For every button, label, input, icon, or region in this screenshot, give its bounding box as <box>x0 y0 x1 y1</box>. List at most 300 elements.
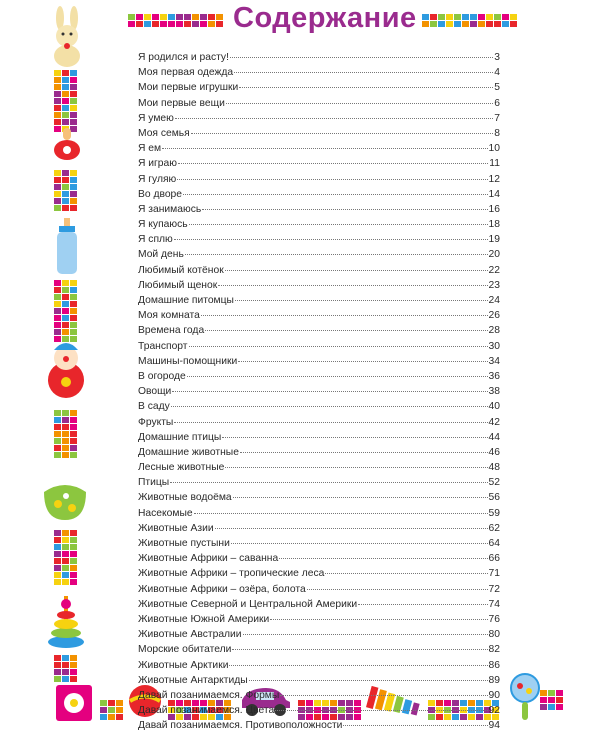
decor-square <box>152 21 159 27</box>
toc-entry-title: Машины-помощники <box>138 355 238 367</box>
decor-square <box>54 308 61 314</box>
dot-leader <box>225 270 488 271</box>
decor-square <box>54 417 61 423</box>
decor-square <box>70 530 77 536</box>
toc-entry-title: Животные Азии <box>138 522 214 534</box>
decor-square <box>54 410 61 416</box>
decor-square <box>62 551 69 557</box>
left-squares-1 <box>54 70 78 132</box>
toc-entry[interactable] <box>138 417 500 432</box>
decor-square <box>62 424 69 430</box>
dot-leader <box>205 330 487 331</box>
toc-entry-title: Моя первая одежда <box>138 67 234 79</box>
decor-square <box>128 21 135 27</box>
table-of-contents <box>138 52 500 735</box>
toc-entry-page: 62 <box>488 522 500 534</box>
decor-square <box>54 530 61 536</box>
toc-entry-page: 26 <box>488 310 500 322</box>
decor-square <box>62 84 69 90</box>
toc-entry-page: 72 <box>488 583 500 595</box>
toc-entry-title: Я гуляю <box>138 173 177 185</box>
decor-square <box>54 77 61 83</box>
left-squares-4 <box>54 410 78 458</box>
decor-square <box>70 198 77 204</box>
dot-leader <box>229 665 487 666</box>
toc-entry-title: Я ем <box>138 143 162 155</box>
toc-entry[interactable] <box>138 295 500 310</box>
decor-square <box>192 14 199 20</box>
toc-entry[interactable] <box>138 660 500 675</box>
decor-square <box>62 431 69 437</box>
decor-square <box>62 105 69 111</box>
dot-leader <box>358 604 487 605</box>
decor-square <box>192 21 199 27</box>
toc-entry[interactable] <box>138 325 500 340</box>
decor-square <box>70 105 77 111</box>
toc-entry[interactable] <box>138 356 500 371</box>
toc-entry[interactable] <box>138 189 500 204</box>
toc-entry-page: 6 <box>494 97 500 109</box>
dot-leader <box>189 346 488 347</box>
toc-entry-title: Морские обитатели <box>138 644 232 656</box>
decor-square <box>70 112 77 118</box>
decor-square <box>70 662 77 668</box>
decor-square <box>108 700 115 706</box>
toc-entry[interactable] <box>138 67 500 82</box>
decor-square <box>54 84 61 90</box>
toc-entry[interactable] <box>138 158 500 173</box>
decor-square <box>54 301 61 307</box>
decor-square <box>70 98 77 104</box>
decor-square <box>548 704 555 710</box>
toc-entry-page: 48 <box>488 462 500 474</box>
toc-entry[interactable] <box>138 432 500 447</box>
decor-square <box>160 21 167 27</box>
decor-square <box>70 655 77 661</box>
dot-leader <box>185 254 488 255</box>
decor-square <box>70 191 77 197</box>
dot-leader <box>325 573 487 574</box>
toc-entry-page: 23 <box>488 279 500 291</box>
decor-square <box>462 14 469 20</box>
dot-leader <box>231 543 488 544</box>
baby-bottle-icon <box>54 218 80 274</box>
decor-square <box>70 70 77 76</box>
toc-entry[interactable] <box>138 599 500 614</box>
bottom-squares-1 <box>100 700 124 720</box>
toc-entry[interactable] <box>138 310 500 325</box>
toc-entry-title: Мой день <box>138 249 184 261</box>
left-squares-5 <box>54 530 78 585</box>
decor-square <box>116 700 123 706</box>
dot-leader <box>270 619 487 620</box>
decor-square <box>454 14 461 20</box>
dot-leader <box>279 558 487 559</box>
decor-square <box>100 700 107 706</box>
decor-square <box>70 77 77 83</box>
toc-entry-title: Фрукты <box>138 416 174 428</box>
decor-square <box>54 177 61 183</box>
decor-square <box>62 294 69 300</box>
bottom-squares-5 <box>540 690 564 710</box>
decor-square <box>70 579 77 585</box>
decor-square <box>438 21 445 27</box>
toc-entry-page: 82 <box>488 644 500 656</box>
toc-entry-page: 90 <box>488 689 500 701</box>
decor-square <box>54 662 61 668</box>
decor-square <box>62 112 69 118</box>
toc-entry-title: Моя комната <box>138 310 200 322</box>
toc-entry[interactable] <box>138 128 500 143</box>
decor-square <box>430 21 437 27</box>
decor-square <box>70 417 77 423</box>
toc-entry[interactable] <box>138 386 500 401</box>
toc-entry[interactable] <box>138 143 500 158</box>
decor-square <box>54 452 61 458</box>
decor-square <box>62 77 69 83</box>
decor-square <box>54 205 61 211</box>
toc-entry[interactable] <box>138 614 500 629</box>
decor-square <box>216 21 223 27</box>
toc-entry[interactable] <box>138 371 500 386</box>
decor-square <box>54 294 61 300</box>
decor-square <box>160 14 167 20</box>
decor-square <box>54 676 61 682</box>
decor-square <box>54 198 61 204</box>
toc-entry-title: Я купаюсь <box>138 219 188 231</box>
decor-square <box>70 669 77 675</box>
decor-square <box>144 21 151 27</box>
decor-square <box>62 119 69 125</box>
dot-leader <box>174 239 488 240</box>
pacifier-icon <box>52 128 82 166</box>
toc-entry-page: 56 <box>488 492 500 504</box>
decor-square <box>70 424 77 430</box>
decor-square <box>70 551 77 557</box>
decor-square <box>62 417 69 423</box>
toc-entry[interactable] <box>138 341 500 356</box>
toc-entry-title: Мои первые вещи <box>138 97 225 109</box>
decor-square <box>54 329 61 335</box>
decor-square <box>62 452 69 458</box>
dot-leader <box>243 634 488 635</box>
decor-square <box>422 21 429 27</box>
decor-square <box>184 14 191 20</box>
toc-entry-page: 30 <box>488 340 500 352</box>
decor-square <box>62 572 69 578</box>
toc-entry-page: 4 <box>494 67 500 79</box>
toc-entry[interactable] <box>138 234 500 249</box>
decor-square <box>62 676 69 682</box>
toc-entry-page: 38 <box>488 386 500 398</box>
toc-entry-page: 40 <box>488 401 500 413</box>
decor-square <box>454 21 461 27</box>
toc-entry-page: 80 <box>488 629 500 641</box>
toc-entry-page: 11 <box>489 158 500 170</box>
decor-square <box>136 21 143 27</box>
decor-square <box>100 707 107 713</box>
toc-entry[interactable] <box>138 265 500 280</box>
toc-entry-title: Животные водоёма <box>138 492 232 504</box>
toc-entry[interactable] <box>138 538 500 553</box>
decor-square <box>70 294 77 300</box>
toc-entry[interactable] <box>138 249 500 264</box>
toc-entry-page: 71 <box>488 568 500 580</box>
dot-leader <box>202 209 487 210</box>
toc-entry-title: Я сплю <box>138 234 173 246</box>
decor-square <box>70 544 77 550</box>
decor-square <box>62 438 69 444</box>
decor-square <box>70 329 77 335</box>
decor-square <box>62 537 69 543</box>
toc-entry[interactable] <box>138 705 500 720</box>
decor-square <box>70 431 77 437</box>
toc-entry-title: Мои первые игрушки <box>138 82 239 94</box>
toc-entry-page: 89 <box>488 674 500 686</box>
decor-square <box>62 70 69 76</box>
dot-leader <box>183 194 488 195</box>
toc-entry-page: 36 <box>488 370 500 382</box>
decor-square <box>62 565 69 571</box>
toc-entry-title: Животные Северной и Центральной Америки <box>138 598 358 610</box>
dot-leader <box>222 437 487 438</box>
dot-leader <box>177 179 487 180</box>
decor-square <box>176 21 183 27</box>
left-squares-2 <box>54 170 78 211</box>
decor-square <box>70 537 77 543</box>
toc-entry[interactable] <box>138 174 500 189</box>
decor-square <box>62 322 69 328</box>
toc-entry[interactable] <box>138 644 500 659</box>
decor-square <box>168 21 175 27</box>
toc-entry-title: Животные Австралии <box>138 629 242 641</box>
decor-square <box>62 177 69 183</box>
toc-entry[interactable] <box>138 401 500 416</box>
toc-entry[interactable] <box>138 477 500 492</box>
toc-entry[interactable] <box>138 492 500 507</box>
toc-entry-page: 24 <box>488 295 500 306</box>
toc-entry-page: 16 <box>488 203 500 215</box>
toc-entry-page: 18 <box>488 219 500 231</box>
decor-square <box>62 530 69 536</box>
decor-square <box>62 308 69 314</box>
toc-entry-title: Овощи <box>138 386 172 398</box>
decor-square <box>208 21 215 27</box>
toc-entry[interactable] <box>138 675 500 690</box>
decor-square <box>548 690 555 696</box>
toc-entry-page: 3 <box>494 52 500 63</box>
toc-entry[interactable] <box>138 568 500 583</box>
dot-leader <box>240 452 488 453</box>
toc-entry[interactable] <box>138 82 500 97</box>
dot-leader <box>191 133 494 134</box>
decor-square <box>70 565 77 571</box>
toc-entry[interactable] <box>138 523 500 538</box>
decor-square <box>70 301 77 307</box>
decor-square <box>70 287 77 293</box>
decor-square <box>70 308 77 314</box>
decor-square <box>62 287 69 293</box>
dot-leader <box>218 285 487 286</box>
dot-leader <box>201 315 488 316</box>
toc-entry-page: 66 <box>488 553 500 565</box>
decor-square <box>100 714 107 720</box>
decor-square <box>62 315 69 321</box>
toc-entry[interactable] <box>138 219 500 234</box>
dot-leader <box>178 163 488 164</box>
decor-square <box>70 91 77 97</box>
toc-entry[interactable] <box>138 508 500 523</box>
dot-leader <box>239 87 493 88</box>
toc-entry[interactable] <box>138 113 500 128</box>
toc-entry-page: 64 <box>488 538 500 549</box>
decor-square <box>54 184 61 190</box>
decor-square <box>62 91 69 97</box>
decor-square <box>502 21 509 27</box>
decor-square <box>556 697 563 703</box>
decor-square <box>70 322 77 328</box>
toc-entry[interactable] <box>138 52 500 67</box>
decor-square <box>70 205 77 211</box>
decor-square <box>478 14 485 20</box>
decor-square <box>70 280 77 286</box>
decor-square <box>176 14 183 20</box>
decor-square <box>54 565 61 571</box>
toc-entry[interactable] <box>138 720 500 735</box>
toc-entry-page: 94 <box>488 720 500 732</box>
toc-entry[interactable] <box>138 204 500 219</box>
dot-leader <box>238 361 487 362</box>
flower-block-icon <box>56 685 92 721</box>
decor-square <box>510 14 517 20</box>
decor-square <box>54 287 61 293</box>
toc-entry-page: 42 <box>488 416 500 428</box>
decor-square <box>502 14 509 20</box>
decor-square <box>54 280 61 286</box>
decor-square <box>54 655 61 661</box>
decor-square <box>116 707 123 713</box>
toc-entry-title: Животные Арктики <box>138 659 229 671</box>
toc-entry-title: Домашние питомцы <box>138 295 234 306</box>
decor-square <box>54 105 61 111</box>
toc-entry[interactable] <box>138 584 500 599</box>
decor-square <box>62 280 69 286</box>
toc-entry-title: Давай позанимаемся. Цвета <box>138 705 275 717</box>
decor-square <box>62 191 69 197</box>
decor-square <box>144 14 151 20</box>
toc-entry-title: Животные пустыни <box>138 538 230 549</box>
toc-entry-title: Животные Африки – саванна <box>138 553 279 565</box>
rabbit-icon <box>44 6 90 68</box>
decor-square <box>62 655 69 661</box>
clown-toy-icon <box>44 340 88 400</box>
decor-square <box>54 315 61 321</box>
dot-leader <box>194 513 488 514</box>
rattle-icon <box>508 672 542 722</box>
toc-entry[interactable] <box>138 462 500 477</box>
decor-square <box>54 91 61 97</box>
decor-square <box>70 558 77 564</box>
decor-square <box>208 14 215 20</box>
decor-square <box>70 84 77 90</box>
decor-square <box>54 112 61 118</box>
toc-entry-page: 14 <box>488 188 500 200</box>
toc-entry-title: Животные Африки – озёра, болота <box>138 583 306 595</box>
toc-entry-title: Я родился и расту! <box>138 52 229 63</box>
decor-square <box>128 14 135 20</box>
toc-entry[interactable] <box>138 629 500 644</box>
toc-entry-page: 7 <box>494 112 500 124</box>
toc-entry-page: 12 <box>488 173 500 185</box>
dot-leader <box>232 649 487 650</box>
toc-entry[interactable] <box>138 280 500 295</box>
dot-leader <box>171 406 488 407</box>
decor-square <box>62 662 69 668</box>
toc-entry-page: 74 <box>488 598 500 610</box>
toc-entry-title: Животные Антарктиды <box>138 674 248 686</box>
decor-square <box>54 669 61 675</box>
decor-square <box>470 14 477 20</box>
dot-leader <box>233 497 488 498</box>
decor-square <box>54 438 61 444</box>
toc-entry[interactable] <box>138 553 500 568</box>
dot-leader <box>187 376 488 377</box>
decor-square <box>422 14 429 20</box>
toc-entry-page: 52 <box>488 477 500 489</box>
toc-entry-page: 22 <box>488 264 500 276</box>
decor-square <box>108 707 115 713</box>
toc-entry-title: Моя семья <box>138 127 190 139</box>
decor-square <box>54 424 61 430</box>
decor-square <box>54 191 61 197</box>
decor-square <box>70 438 77 444</box>
dot-leader <box>280 695 487 696</box>
dot-leader <box>174 422 487 423</box>
dot-leader <box>189 224 488 225</box>
decor-square <box>54 170 61 176</box>
dot-leader <box>175 118 493 119</box>
dot-leader <box>172 391 487 392</box>
toc-entry[interactable] <box>138 447 500 462</box>
decor-square <box>62 205 69 211</box>
decor-square <box>54 551 61 557</box>
toc-entry-page: 20 <box>488 249 500 261</box>
decor-square <box>70 445 77 451</box>
decor-square <box>486 14 493 20</box>
ring-pyramid-icon <box>46 596 86 650</box>
toc-entry[interactable] <box>138 98 500 113</box>
decor-square <box>446 21 453 27</box>
toc-entry-title: Во дворе <box>138 188 182 200</box>
toc-entry[interactable] <box>138 690 500 705</box>
dot-leader <box>215 528 488 529</box>
toc-entry-page: 28 <box>488 325 500 337</box>
toc-entry-page: 5 <box>494 82 500 94</box>
toc-entry-title: Любимый котёнок <box>138 264 224 276</box>
decor-square <box>548 697 555 703</box>
decor-square <box>152 14 159 20</box>
toc-entry-title: Насекомые <box>138 507 193 519</box>
decor-square <box>136 14 143 20</box>
decor-square <box>54 544 61 550</box>
decor-square <box>430 14 437 20</box>
toc-entry-title: Домашние животные <box>138 446 239 458</box>
toc-entry-title: Я играю <box>138 158 177 170</box>
decor-square <box>462 21 469 27</box>
toc-entry-page: 86 <box>488 659 500 671</box>
decor-square <box>108 714 115 720</box>
decor-square <box>70 572 77 578</box>
